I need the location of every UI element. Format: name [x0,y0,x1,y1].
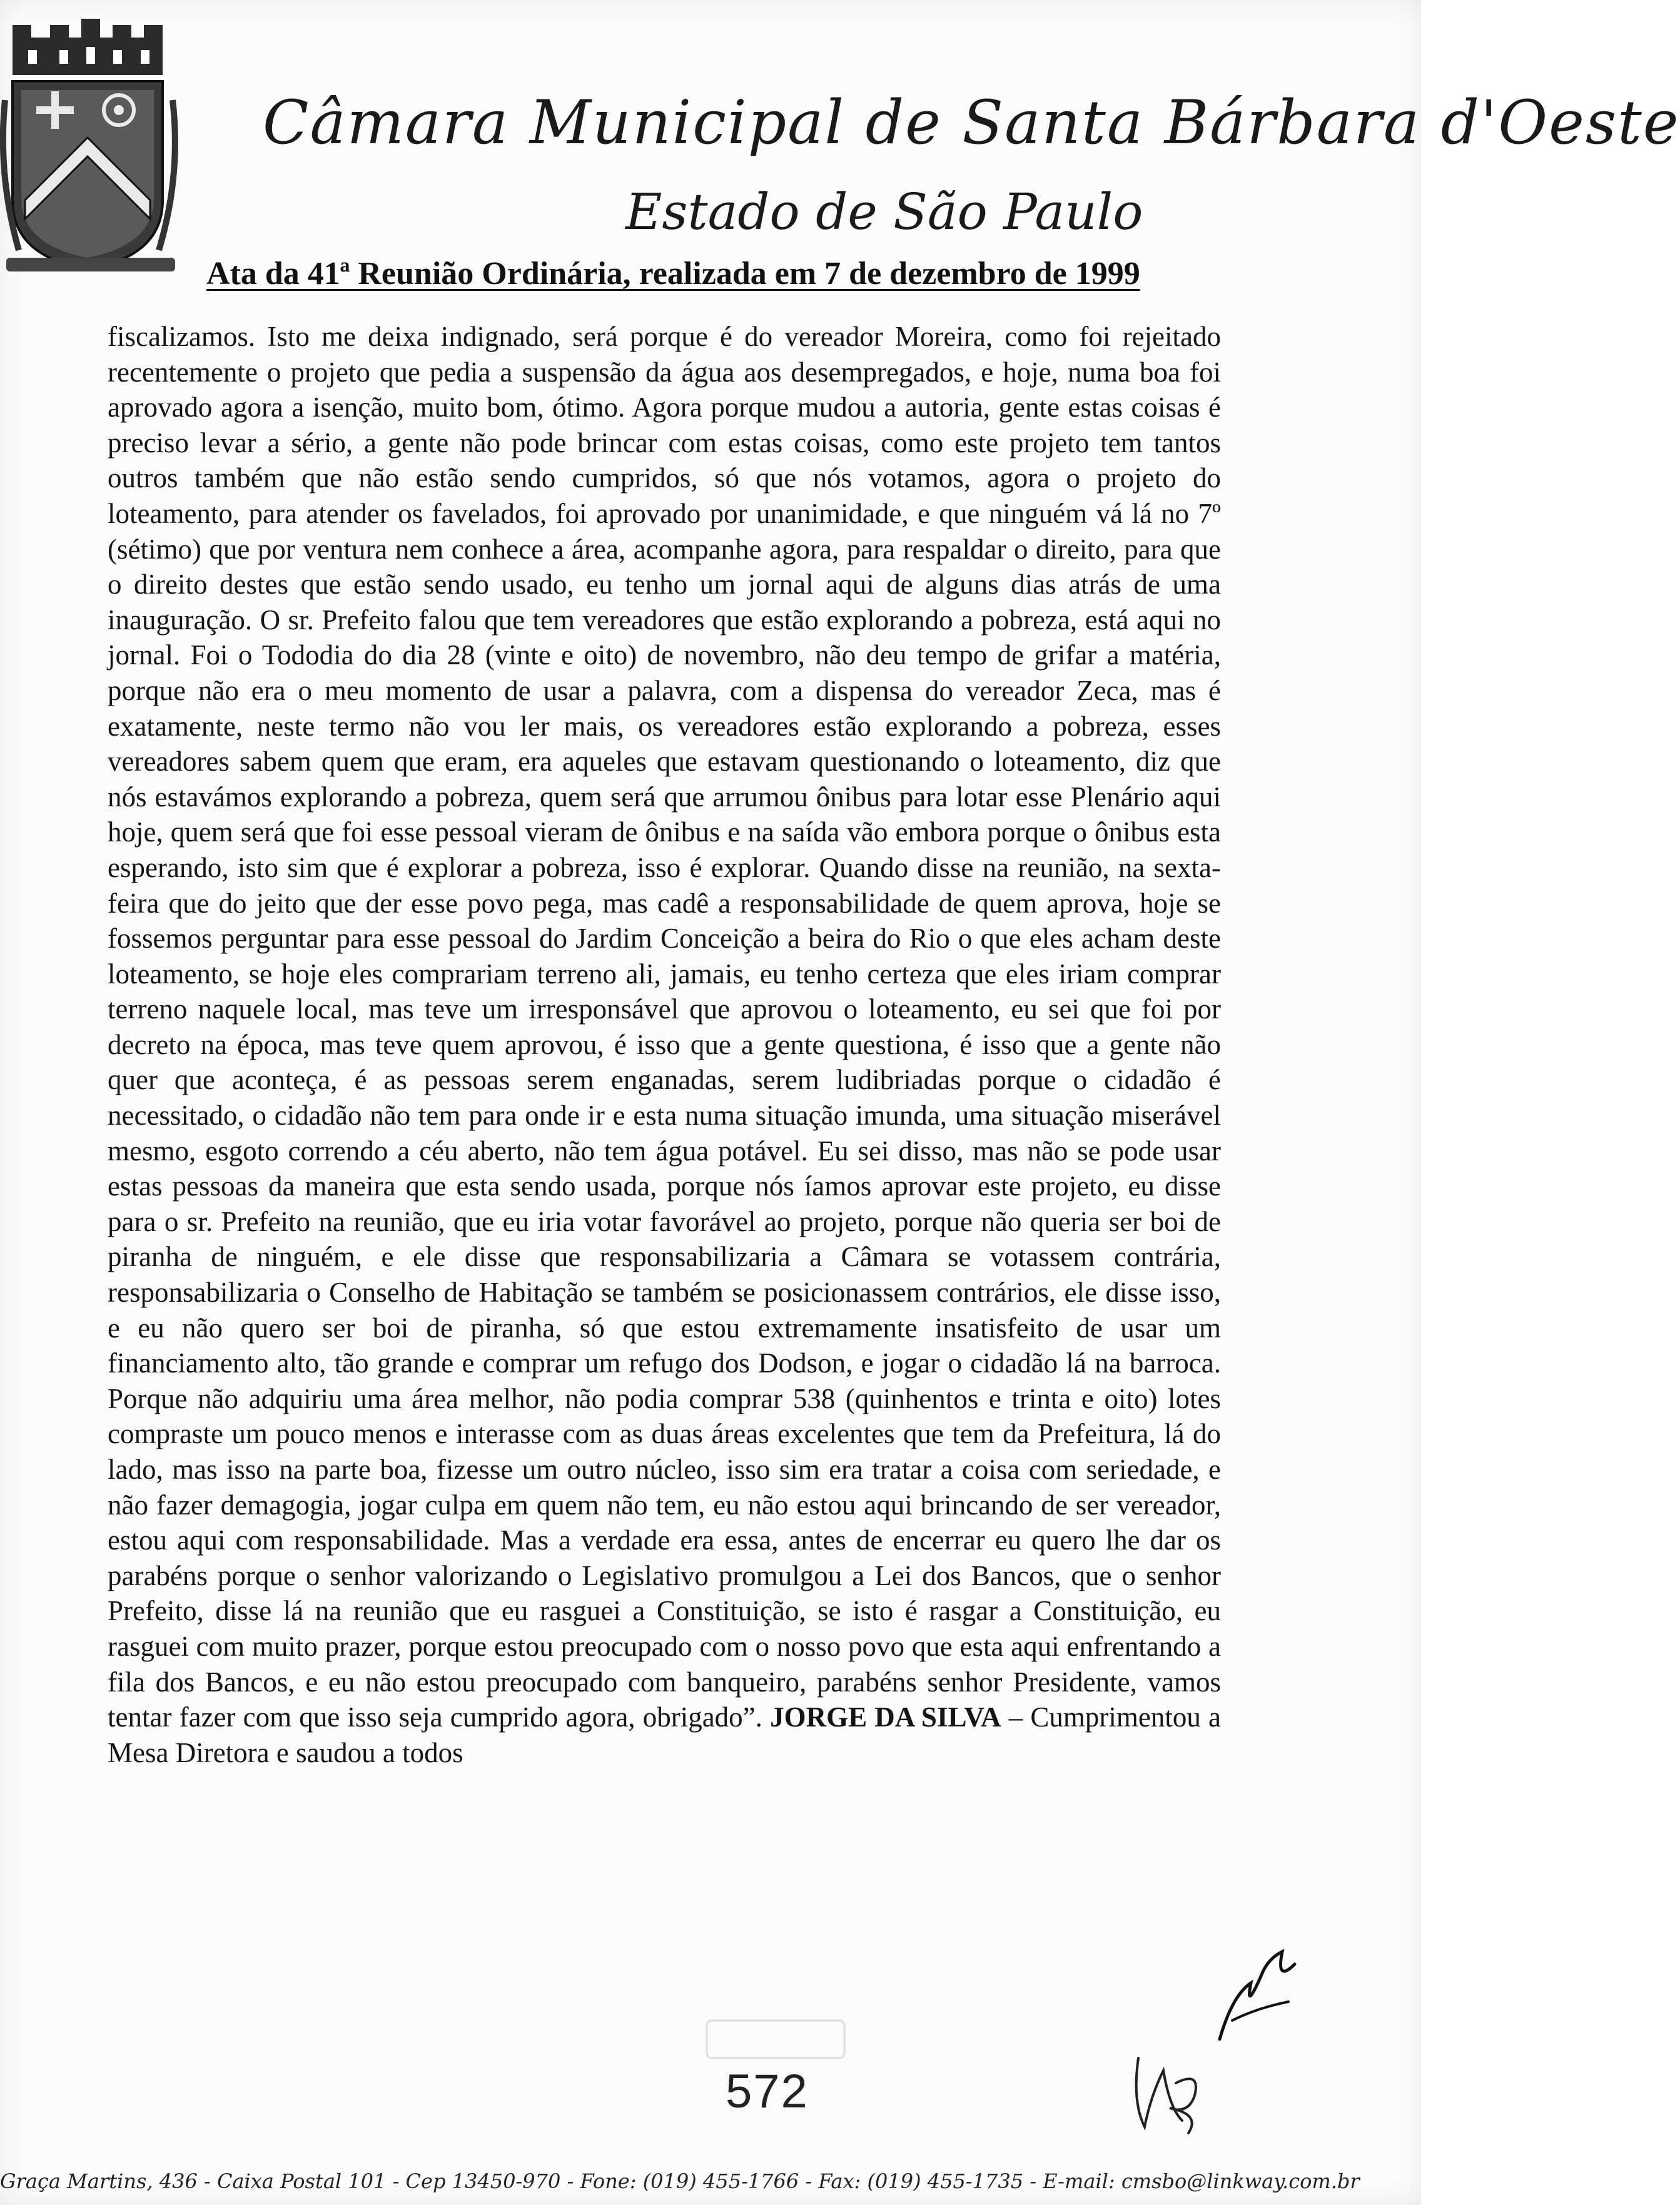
faint-stamp-icon [701,2014,851,2064]
page-number: 572 [726,2065,809,2118]
minutes-paragraph: fiscalizamos. Isto me deixa indignado, será porque é do vereador Moreira, como foi rejeitado recentemente o projeto que pedia a suspensão da água aos desempregados, e hoje, numa boa foi aprovado agora a isenção, muito bom, ótimo. Agora porque mudou a autoria, gente estas coisas é preciso levar a sério, a gente não pode brincar com estas coisas, como este projeto tem tantos outros também que não estão sendo cumpridos, só que nós votamos, agora o projeto do loteamento, para atender os favelados, foi aprovado por unanimidade, e que ninguém vá lá no 7º (sétimo) que por ventura nem conhece a área, acompanhe agora, para respaldar o direito, para que o direito destes que estão sendo usado, eu tenho um jornal aqui de alguns dias atrás de uma inauguração. O sr. Prefeito falou que tem vereadores que estão explorando a pobreza, está aqui no jornal. Foi o Tododia do dia 28 (vinte e oito) de novembro, não deu tempo de grifar a matéria, porque não era o meu momento de usar a palavra, com a dispensa do vereador Zeca, mas é exatamente, neste termo não vou ler mais, os vereadores estão explorando a pobreza, esses vereadores sabem quem que eram, era aqueles que estavam questionando o loteamento, diz que nós estavámos explorando a pobreza, quem será que arrumou ônibus para lotar esse Plenário aqui hoje, quem será que foi esse pessoal vieram de ônibus e na saída vão embora porque o ônibus esta esperando, isto sim que é explorar a pobreza, isso é explorar. Quando disse na reunião, na sexta-feira que do jeito que der esse povo pega, mas cadê a responsabilidade de quem aprova, hoje se fossemos perguntar para esse pessoal do Jardim Conceição a beira do Rio o que eles acham deste loteamento, se hoje eles comprariam terreno ali, jamais, eu tenho certeza que eles iriam comprar terreno naquele local, mas teve um irresponsável que aprovou o loteamento, eu sei que foi por decreto na época, mas teve quem aprovou, é isso que a gente questiona, é isso que a gente não quer que aconteça, é as pessoas serem enganadas, serem ludibriadas porque o cidadão é necessitado, o cidadão não tem para onde ir e esta numa situação imunda, uma situação miserável mesmo, esgoto correndo a céu aberto, não tem água potável. Eu sei disso, mas não se pode usar estas pessoas da maneira que esta sendo usada, porque nós íamos aprovar este projeto, eu disse para o sr. Prefeito na reunião, que eu iria votar favorável ao projeto, porque não queria ser boi de piranha de ninguém, e ele disse que responsabilizaria a Câmara se votassem contrária, responsabilizaria o Conselho de Habitação se também se posicionassem contrários, ele disse isso, e eu não quero ser boi de piranha, só que estou extremamente insatisfeito de usar um financiamento alto, tão grande e comprar um refugo dos Dodson, e jogar o cidadão lá na barroca. Porque não adquiriu uma área melhor, não podia comprar 538 (quinhentos e trinta e oito) lotes compraste um pouco menos e interasse com as duas áreas excelentes que tem da Prefeitura, lá do lado, mas isso na parte boa, fizesse um outro núcleo, isso sim era tratar a coisa com seriedade, e não fazer demagogia, jogar culpa em quem não tem, eu não estou aqui brincando de ser vereador, estou aqui com responsabilidade. Mas a verdade era essa, antes de encerrar eu quero lhe dar os parabéns porque o senhor valorizando o Legislativo promulgou a Lei dos Bancos, que o senhor Prefeito, disse lá na reunião que eu rasguei a Constituição, se isto é rasgar a Constituição, eu rasguei com muito prazer, porque estou preocupado com o nosso povo que esta aqui enfrentando a fila dos Bancos, e eu não estou preocupado com banqueiro, parabéns senhor Presidente, vamos tentar fazer com que isso seja cumprido agora, obrigado”. [108,321,1221,1733]
council-name-heading: Câmara Municipal de Santa Bárbara d'Oeste [263,88,1680,158]
speaker-continuation: – Cumprimentou a Mesa Diretora e saudou a todos [108,1701,1222,1768]
speaker-name: JORGE DA SILVA [770,1701,1001,1733]
state-name-heading: Estado de São Paulo [625,183,1143,241]
handwritten-signature-icon [1207,1945,1307,2052]
initials-signature-icon [1126,2045,1213,2139]
municipal-crest-icon [0,13,181,275]
minutes-body [108,319,1221,1770]
document-title: Ata da 41ª Reunião Ordinária, realizada em 7 de dezembro de 1999 [206,256,1140,291]
footer-address: Graça Martins, 436 - Caixa Postal 101 - Cep 13450-970 - Fone: (019) 455-1766 - Fax: (019) 455-1735 - E-mail: cmsbo@linkway.com.br [0,2169,1360,2193]
